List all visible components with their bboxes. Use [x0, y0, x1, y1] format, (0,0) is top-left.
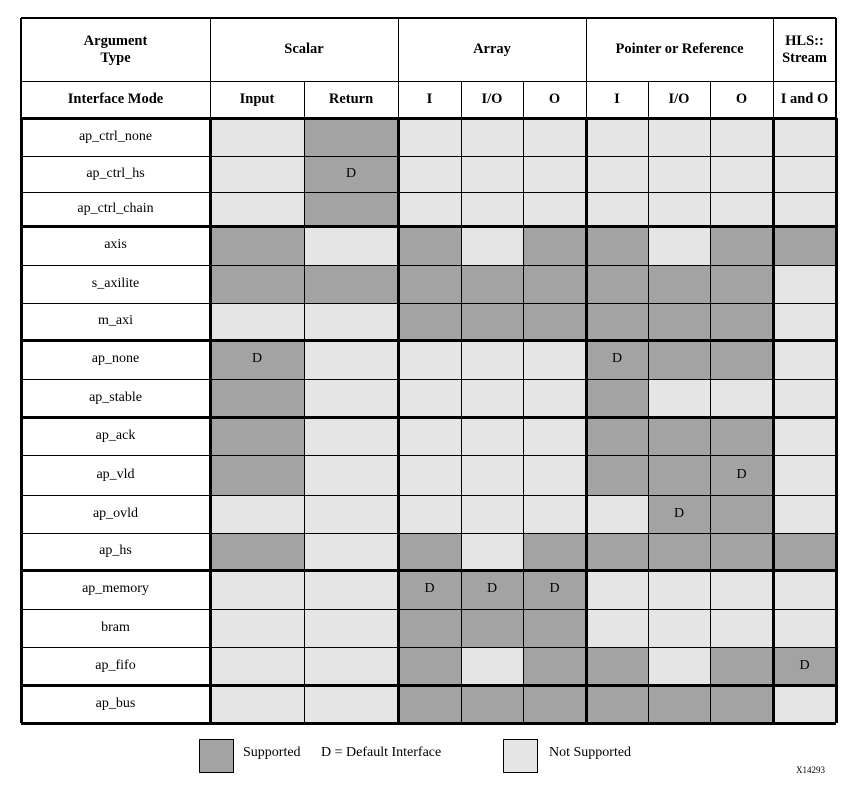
- cell-s_axilite-4: [523, 265, 586, 303]
- cell-ap_bus-7: [710, 685, 773, 723]
- cell-ap_bus-4: [523, 685, 586, 723]
- cell-ap_stable-1: [304, 379, 398, 417]
- cell-bram-2: [398, 609, 461, 647]
- cell-bram-8: [773, 609, 836, 647]
- mode-s_axilite: [21, 265, 210, 303]
- cell-ap_vld-8: [773, 455, 836, 495]
- cell-bram-6: [648, 609, 710, 647]
- cell-ap_ctrl_none-2: [398, 118, 461, 156]
- cell-ap_vld-5: [586, 455, 648, 495]
- subheader-3: [398, 81, 461, 118]
- cell-ap_hs-6: [648, 533, 710, 570]
- cell-ap_ovld-2: [398, 495, 461, 533]
- cell-ap_fifo-8: [773, 647, 836, 685]
- default-marker: D: [345, 165, 357, 181]
- mode-m_axi: [21, 303, 210, 340]
- default-marker: D: [549, 581, 560, 597]
- grid-vline: [835, 118, 838, 723]
- cell-ap_ctrl_none-0: [210, 118, 304, 156]
- grid-hline: [21, 117, 836, 120]
- subheader-3-label: I: [426, 91, 433, 108]
- cell-s_axilite-7: [710, 265, 773, 303]
- mode-label-ap_ctrl_none: ap_ctrl_none: [78, 128, 153, 144]
- subheader-2-label: Return: [328, 91, 374, 108]
- cell-m_axi-8: [773, 303, 836, 340]
- cell-ap_ctrl_chain-1: [304, 192, 398, 226]
- cell-bram-1: [304, 609, 398, 647]
- cell-ap_memory-7: [710, 570, 773, 609]
- cell-ap_ovld-5: [586, 495, 648, 533]
- cell-ap_ctrl_hs-4: [523, 156, 586, 192]
- cell-bram-4: [523, 609, 586, 647]
- mode-label-ap_vld: ap_vld: [96, 466, 135, 482]
- header-array: [398, 18, 586, 81]
- header-arg-type-label: Argument Type: [83, 32, 148, 66]
- mode-ap_none: [21, 340, 210, 379]
- cell-ap_ctrl_chain-2: [398, 192, 461, 226]
- cell-m_axi-6: [648, 303, 710, 340]
- cell-ap_bus-2: [398, 685, 461, 723]
- cell-ap_ctrl_hs-8: [773, 156, 836, 192]
- grid-hline: [21, 495, 836, 496]
- cell-s_axilite-3: [461, 265, 523, 303]
- grid-hline: [21, 17, 836, 19]
- subheader-9-label: I and O: [780, 91, 829, 108]
- cell-ap_ovld-0: [210, 495, 304, 533]
- cell-ap_fifo-1: [304, 647, 398, 685]
- cell-ap_fifo-2: [398, 647, 461, 685]
- mode-ap_vld: [21, 455, 210, 495]
- header-stream-label: HLS:: Stream: [782, 32, 827, 66]
- mode-ap_ctrl_hs: [21, 156, 210, 192]
- subheader-4: [461, 81, 523, 118]
- subheader-5: [523, 81, 586, 118]
- mode-ap_fifo: [21, 647, 210, 685]
- grid-hline: [21, 81, 836, 82]
- mode-label-s_axilite: s_axilite: [91, 275, 140, 291]
- mode-label-m_axi: m_axi: [98, 313, 133, 329]
- cell-bram-5: [586, 609, 648, 647]
- header-scalar: [210, 18, 398, 81]
- grid-hline: [21, 569, 836, 572]
- cell-s_axilite-0: [210, 265, 304, 303]
- cell-ap_ctrl_chain-4: [523, 192, 586, 226]
- subheader-9: [773, 81, 836, 118]
- subheader-1: [210, 81, 304, 118]
- legend-default: [321, 745, 441, 761]
- cell-ap_ctrl_none-7: [710, 118, 773, 156]
- cell-ap_fifo-6: [648, 647, 710, 685]
- cell-ap_ack-0: [210, 417, 304, 455]
- mode-label-axis: axis: [104, 237, 127, 253]
- default-marker: D: [799, 657, 810, 673]
- header-array-label: Array: [473, 41, 511, 58]
- grid-vline: [397, 118, 400, 723]
- cell-ap_hs-4: [523, 533, 586, 570]
- grid-hline: [21, 416, 836, 419]
- cell-ap_memory-6: [648, 570, 710, 609]
- mode-bram: [21, 609, 210, 647]
- cell-m_axi-3: [461, 303, 523, 340]
- cell-axis-6: [648, 226, 710, 265]
- grid-vline: [772, 118, 775, 723]
- cell-ap_fifo-0: [210, 647, 304, 685]
- cell-ap_stable-7: [710, 379, 773, 417]
- mode-label-ap_ack: ap_ack: [95, 427, 136, 443]
- cell-m_axi-1: [304, 303, 398, 340]
- legend-default-label: D = Default Interface: [321, 745, 442, 760]
- legend-not-supported-swatch: [503, 739, 538, 773]
- grid-hline: [21, 339, 836, 342]
- subheader-6: [586, 81, 648, 118]
- cell-ap_stable-2: [398, 379, 461, 417]
- cell-ap_hs-2: [398, 533, 461, 570]
- cell-ap_ack-5: [586, 417, 648, 455]
- cell-ap_ack-2: [398, 417, 461, 455]
- cell-ap_none-1: [304, 340, 398, 379]
- cell-m_axi-7: [710, 303, 773, 340]
- mode-axis: [21, 226, 210, 265]
- subheader-0: [21, 81, 210, 118]
- cell-ap_none-2: [398, 340, 461, 379]
- cell-ap_ctrl_chain-8: [773, 192, 836, 226]
- cell-axis-7: [710, 226, 773, 265]
- cell-ap_ctrl_hs-1: [304, 156, 398, 192]
- cell-ap_memory-4: [523, 570, 586, 609]
- subheader-2: [304, 81, 398, 118]
- default-marker: D: [251, 351, 263, 367]
- cell-ap_fifo-7: [710, 647, 773, 685]
- cell-axis-2: [398, 226, 461, 265]
- grid-hline: [21, 722, 836, 725]
- mode-ap_ctrl_none: [21, 118, 210, 156]
- cell-axis-0: [210, 226, 304, 265]
- cell-s_axilite-8: [773, 265, 836, 303]
- cell-ap_none-5: [586, 340, 648, 379]
- cell-ap_ctrl_chain-5: [586, 192, 648, 226]
- grid-vline: [648, 81, 649, 723]
- cell-axis-4: [523, 226, 586, 265]
- mode-label-ap_fifo: ap_fifo: [95, 657, 136, 673]
- cell-ap_stable-4: [523, 379, 586, 417]
- subheader-1-label: Input: [239, 91, 275, 108]
- cell-ap_ctrl_hs-6: [648, 156, 710, 192]
- cell-ap_ctrl_none-6: [648, 118, 710, 156]
- cell-ap_stable-0: [210, 379, 304, 417]
- cell-ap_ovld-4: [523, 495, 586, 533]
- cell-ap_ctrl_none-1: [304, 118, 398, 156]
- cell-axis-8: [773, 226, 836, 265]
- mode-ap_stable: [21, 379, 210, 417]
- cell-ap_fifo-4: [523, 647, 586, 685]
- legend-supported-label: Supported: [243, 745, 301, 760]
- grid-vline: [523, 81, 524, 723]
- cell-m_axi-2: [398, 303, 461, 340]
- cell-ap_ovld-6: [648, 495, 710, 533]
- cell-ap_hs-8: [773, 533, 836, 570]
- cell-ap_hs-3: [461, 533, 523, 570]
- cell-ap_hs-5: [586, 533, 648, 570]
- cell-ap_ack-1: [304, 417, 398, 455]
- subheader-5-label: O: [548, 91, 561, 108]
- grid-hline: [21, 684, 836, 687]
- grid-hline: [21, 609, 836, 610]
- cell-ap_vld-1: [304, 455, 398, 495]
- cell-ap_vld-2: [398, 455, 461, 495]
- subheader-8: [710, 81, 773, 118]
- cell-ap_memory-3: [461, 570, 523, 609]
- cell-ap_ctrl_chain-6: [648, 192, 710, 226]
- grid-hline: [21, 533, 836, 534]
- cell-ap_vld-7: [710, 455, 773, 495]
- cell-s_axilite-5: [586, 265, 648, 303]
- cell-ap_fifo-5: [586, 647, 648, 685]
- cell-s_axilite-1: [304, 265, 398, 303]
- mode-ap_memory: [21, 570, 210, 609]
- grid-vline: [304, 81, 305, 723]
- grid-vline: [585, 118, 588, 723]
- grid-hline: [21, 225, 836, 228]
- cell-ap_ctrl_none-3: [461, 118, 523, 156]
- cell-ap_none-4: [523, 340, 586, 379]
- figure-id: X14293: [796, 765, 825, 775]
- cell-ap_hs-0: [210, 533, 304, 570]
- grid-vline: [209, 118, 212, 723]
- cell-ap_hs-7: [710, 533, 773, 570]
- cell-ap_stable-6: [648, 379, 710, 417]
- default-marker: D: [486, 581, 498, 597]
- cell-ap_ctrl_none-8: [773, 118, 836, 156]
- cell-axis-5: [586, 226, 648, 265]
- cell-ap_ctrl_none-5: [586, 118, 648, 156]
- grid-vline: [20, 118, 23, 723]
- cell-ap_stable-8: [773, 379, 836, 417]
- mode-label-bram: bram: [101, 619, 130, 635]
- legend-supported: [243, 745, 301, 761]
- subheader-4-label: I/O: [481, 91, 503, 108]
- cell-ap_none-7: [710, 340, 773, 379]
- legend-supported-swatch: [199, 739, 234, 773]
- cell-ap_ovld-3: [461, 495, 523, 533]
- cell-ap_bus-6: [648, 685, 710, 723]
- cell-ap_ctrl_chain-0: [210, 192, 304, 226]
- cell-ap_ctrl_hs-0: [210, 156, 304, 192]
- cell-ap_ovld-7: [710, 495, 773, 533]
- subheader-6-label: I: [614, 91, 620, 108]
- cell-ap_vld-0: [210, 455, 304, 495]
- mode-ap_ack: [21, 417, 210, 455]
- mode-ap_hs: [21, 533, 210, 570]
- grid-vline: [710, 81, 711, 723]
- mode-ap_ovld: [21, 495, 210, 533]
- mode-label-ap_ovld: ap_ovld: [92, 505, 139, 521]
- mode-label-ap_bus: ap_bus: [95, 695, 136, 711]
- cell-ap_bus-5: [586, 685, 648, 723]
- cell-m_axi-5: [586, 303, 648, 340]
- cell-ap_ovld-1: [304, 495, 398, 533]
- grid-vline: [20, 18, 22, 118]
- cell-ap_bus-0: [210, 685, 304, 723]
- subheader-7-label: I/O: [668, 91, 690, 108]
- grid-hline: [21, 303, 836, 304]
- header-arg-type: [21, 18, 210, 81]
- cell-ap_memory-2: [398, 570, 461, 609]
- cell-ap_vld-3: [461, 455, 523, 495]
- cell-s_axilite-6: [648, 265, 710, 303]
- cell-ap_ack-3: [461, 417, 523, 455]
- cell-ap_memory-5: [586, 570, 648, 609]
- cell-ap_ctrl_hs-3: [461, 156, 523, 192]
- cell-ap_ack-6: [648, 417, 710, 455]
- cell-ap_none-6: [648, 340, 710, 379]
- cell-ap_none-3: [461, 340, 523, 379]
- mode-label-ap_ctrl_chain: ap_ctrl_chain: [77, 200, 154, 216]
- cell-ap_memory-0: [210, 570, 304, 609]
- cell-s_axilite-2: [398, 265, 461, 303]
- cell-bram-3: [461, 609, 523, 647]
- cell-ap_none-0: [210, 340, 304, 379]
- header-pointer: [586, 18, 773, 81]
- cell-ap_ctrl_none-4: [523, 118, 586, 156]
- legend-not-supported: [549, 745, 631, 761]
- cell-ap_ctrl_hs-5: [586, 156, 648, 192]
- grid-vline: [835, 18, 837, 118]
- cell-bram-0: [210, 609, 304, 647]
- cell-ap_ovld-8: [773, 495, 836, 533]
- cell-m_axi-4: [523, 303, 586, 340]
- cell-ap_bus-3: [461, 685, 523, 723]
- grid-hline: [21, 455, 836, 456]
- cell-ap_memory-8: [773, 570, 836, 609]
- cell-ap_ctrl_chain-7: [710, 192, 773, 226]
- cell-m_axi-0: [210, 303, 304, 340]
- grid-hline: [21, 192, 836, 193]
- cell-ap_hs-1: [304, 533, 398, 570]
- cell-ap_ack-8: [773, 417, 836, 455]
- mode-label-ap_memory: ap_memory: [82, 581, 149, 597]
- cell-ap_ack-4: [523, 417, 586, 455]
- grid-vline: [461, 81, 462, 723]
- default-marker: D: [673, 505, 685, 521]
- grid-hline: [21, 647, 836, 648]
- cell-ap_stable-5: [586, 379, 648, 417]
- mode-label-ap_stable: ap_stable: [89, 389, 142, 405]
- cell-ap_fifo-3: [461, 647, 523, 685]
- grid-hline: [21, 379, 836, 380]
- header-stream: [773, 18, 836, 81]
- mode-ap_bus: [21, 685, 210, 723]
- cell-ap_ctrl_hs-7: [710, 156, 773, 192]
- cell-bram-7: [710, 609, 773, 647]
- cell-axis-3: [461, 226, 523, 265]
- mode-ap_ctrl_chain: [21, 192, 210, 226]
- cell-ap_stable-3: [461, 379, 523, 417]
- default-marker: D: [611, 351, 623, 367]
- cell-ap_memory-1: [304, 570, 398, 609]
- grid-hline: [21, 265, 836, 266]
- subheader-7: [648, 81, 710, 118]
- cell-ap_ctrl_hs-2: [398, 156, 461, 192]
- header-scalar-label: Scalar: [284, 41, 324, 58]
- mode-label-ap_ctrl_hs: ap_ctrl_hs: [86, 165, 145, 181]
- cell-ap_vld-4: [523, 455, 586, 495]
- cell-ap_bus-8: [773, 685, 836, 723]
- cell-ap_ack-7: [710, 417, 773, 455]
- mode-label-ap_none: ap_none: [91, 351, 140, 367]
- cell-ap_ctrl_chain-3: [461, 192, 523, 226]
- cell-ap_bus-1: [304, 685, 398, 723]
- cell-ap_none-8: [773, 340, 836, 379]
- cell-ap_vld-6: [648, 455, 710, 495]
- default-marker: D: [424, 581, 435, 597]
- default-marker: D: [736, 466, 747, 482]
- subheader-0-label: Interface Mode: [67, 91, 164, 108]
- legend-not-supported-label: Not Supported: [549, 745, 632, 760]
- header-pointer-label: Pointer or Reference: [615, 41, 744, 58]
- grid-hline: [21, 156, 836, 157]
- subheader-8-label: O: [735, 91, 748, 108]
- mode-label-ap_hs: ap_hs: [99, 543, 132, 559]
- cell-axis-1: [304, 226, 398, 265]
